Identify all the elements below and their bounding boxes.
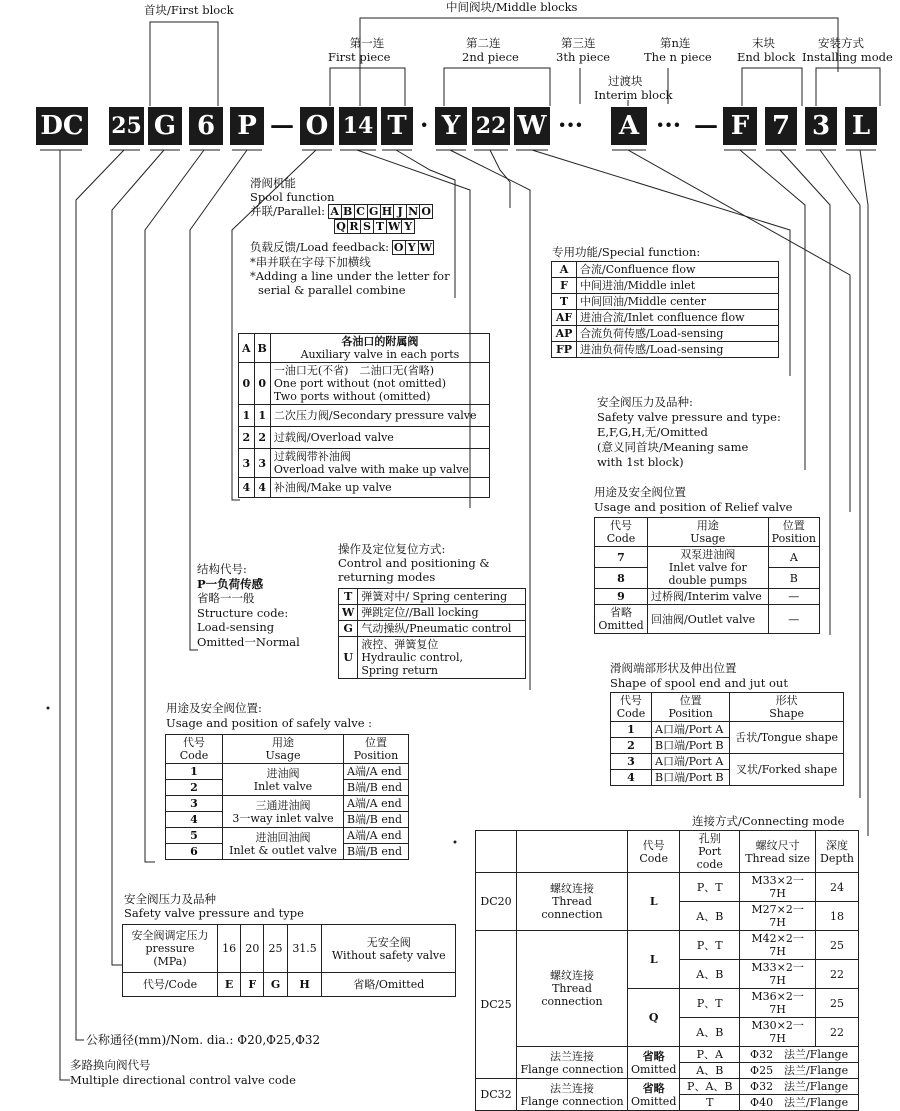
- us-pos: A端/A end: [344, 828, 409, 844]
- structure-l1: 结构代号:: [197, 562, 247, 576]
- us-code: 3: [166, 796, 223, 812]
- spool-letter: R: [347, 219, 361, 234]
- aux-text: 补油阀/Make up valve: [270, 478, 489, 498]
- end-safety-l1: 安全阀压力及品种:: [597, 395, 693, 409]
- relief-h-usage: 用途: [696, 519, 719, 532]
- spool-letter: J: [393, 204, 407, 219]
- conn-size: M42×2一7H: [740, 931, 816, 960]
- aux-text: 过载阀/Overload valve: [270, 427, 489, 449]
- shape-h-shape: 形状: [775, 694, 798, 707]
- us-h-code-en: Code: [179, 749, 209, 762]
- safety-pressure-table: [122, 924, 456, 997]
- us-code: 6: [166, 844, 223, 860]
- usage-safety-table: [165, 734, 409, 860]
- load-feedback-label: 负载反馈/Load feedback:: [250, 240, 390, 254]
- relief-h-pos: 位置: [782, 519, 805, 532]
- aux-b: 4: [254, 478, 270, 498]
- spool-function-block: [250, 176, 450, 297]
- install-mode-cn: 安装方式: [818, 36, 864, 50]
- conn-flange-en: Flange connection: [520, 1062, 624, 1076]
- conn-depth: 25: [816, 931, 859, 960]
- conn-port: P、T: [680, 873, 740, 902]
- special-text: 中间回油/Middle center: [577, 294, 779, 310]
- third-piece-cn: 第三连: [561, 36, 596, 50]
- conn-port: A、B: [680, 960, 740, 989]
- code-dash-2: —: [694, 110, 718, 139]
- multiple-code-cn: 多路换向阀代号: [70, 1058, 151, 1072]
- relief-h-pos-en: Position: [771, 532, 816, 545]
- spool-shape-title-en: Shape of spool end and jut out: [610, 676, 788, 690]
- conn-depth: 22: [816, 960, 859, 989]
- conn-port: P、T: [680, 989, 740, 1018]
- spool-letter: Y: [401, 219, 415, 234]
- us-h-pos-en: Position: [353, 749, 399, 762]
- first-piece-cn: 第一连: [349, 36, 385, 50]
- spool-note-2: *Adding a line under the letter for: [250, 269, 450, 283]
- shape-code: 1: [611, 722, 652, 738]
- code-ellipsis-1: ···: [558, 110, 584, 139]
- interim-block-cn: 过渡块: [608, 74, 643, 88]
- aux-a: 3: [239, 449, 255, 478]
- conn-omit-en: Omitted: [631, 1062, 677, 1076]
- relief-title-cn: 用途及安全阀位置: [594, 485, 686, 499]
- end-safety-l2: Safety valve pressure and type:: [597, 410, 781, 424]
- structure-l6: Omitted一Normal: [197, 634, 300, 649]
- relief-code: 省略: [610, 606, 632, 619]
- spool-letter: Q: [334, 219, 348, 234]
- relief-usage: 回油阀/Outlet valve: [648, 605, 769, 634]
- conn-size: M33×2一7H: [740, 873, 816, 902]
- conn-h-code: 代号: [642, 838, 665, 852]
- spool-title-cn: 滑阀机能: [250, 176, 296, 190]
- aux-b: 1: [254, 405, 270, 427]
- middle-blocks-label: 中间阀块/Middle blocks: [446, 0, 578, 14]
- special-title: 专用功能/Special function:: [552, 245, 701, 259]
- end-safety-l5: with 1st block): [597, 455, 684, 469]
- pressure-none: 无安全阀: [366, 935, 411, 949]
- connecting-title: 连接方式/Connecting mode: [692, 814, 845, 828]
- aux-text: One port without (not omitted): [273, 377, 447, 390]
- spool-letter: B: [341, 204, 355, 219]
- aux-a: 2: [239, 427, 255, 449]
- conn-code-l: L: [628, 873, 680, 931]
- control-title: [338, 542, 490, 584]
- us-usage: 进油阀: [266, 766, 300, 780]
- structure-l3: 省略一一般: [197, 591, 255, 605]
- structure-l4: Structure code:: [197, 605, 289, 620]
- pressure-value: 16: [218, 925, 241, 973]
- code-p: P: [230, 107, 264, 145]
- pressure-code: E: [218, 973, 241, 997]
- control-code: W: [339, 605, 358, 621]
- shape-pos: B口端/Port B: [652, 738, 730, 754]
- code-three: 3: [805, 107, 837, 145]
- load-letter: O: [392, 240, 406, 255]
- aux-title-en: Auxiliary valve in each ports: [300, 348, 460, 361]
- conn-code-l: L: [628, 931, 680, 989]
- aux-text: 一油口无(不省) 二油口无(省略): [273, 364, 435, 377]
- pressure-code: G: [264, 973, 287, 997]
- pressure-code: H: [287, 973, 322, 997]
- conn-port: A、B: [680, 1018, 740, 1047]
- aux-title-cn: 各油口的附属阀: [341, 335, 419, 348]
- control-code: T: [339, 589, 358, 605]
- special-text: 中间进油/Middle inlet: [577, 278, 779, 294]
- code-seven: 7: [765, 107, 797, 145]
- us-pos: A端/A end: [344, 796, 409, 812]
- us-h-code: 代号: [183, 736, 205, 749]
- conn-size: Φ40 法兰/Flange: [740, 1095, 859, 1111]
- conn-h-thread: 螺纹尺寸: [755, 838, 800, 852]
- usage-safety-title-en: Usage and position of safely valve :: [166, 716, 373, 730]
- code-22: 22: [472, 107, 510, 145]
- end-safety-l4: (意义同首块/Meaning same: [597, 440, 749, 454]
- pressure-code-label: 代号/Code: [123, 973, 218, 997]
- special-text: 进油负荷传感/Load-sensing: [577, 342, 779, 358]
- aux-text: 过载阀带补油阀: [273, 450, 351, 463]
- conn-h-port-en: Port code: [696, 845, 723, 871]
- conn-thread-en: Thread connection: [541, 982, 603, 1008]
- end-block-cn: 末块: [752, 36, 775, 50]
- us-h-usage: 用途: [272, 736, 294, 749]
- conn-h-code-en: Code: [639, 851, 668, 865]
- shape-h-code-en: Code: [616, 707, 646, 720]
- aux-col-a: A: [239, 334, 255, 363]
- shape-pos: A口端/Port A: [652, 722, 730, 738]
- spool-letter: H: [381, 205, 393, 218]
- load-letter: Y: [405, 240, 419, 255]
- load-feedback-row: [250, 240, 450, 255]
- first-block-label: 首块/First block: [144, 3, 234, 17]
- code-14: 14: [339, 107, 377, 145]
- special-text: 合流/Confluence flow: [577, 262, 779, 278]
- aux-a: 0: [239, 363, 255, 405]
- conn-dc20: DC20: [476, 873, 517, 931]
- spool-note-3: serial & parallel combine: [258, 283, 406, 297]
- spool-note-1: *串并联在字母下加横线: [250, 255, 371, 269]
- pressure-title-cn: 安全阀压力及品种: [124, 892, 216, 906]
- control-code: G: [339, 621, 358, 637]
- code-ellipsis-2: ···: [656, 110, 682, 139]
- conn-dc32: DC32: [476, 1079, 517, 1111]
- connecting-mode-table: [475, 830, 859, 1111]
- spool-letter: W: [388, 220, 401, 233]
- conn-flange-en: Flange connection: [520, 1094, 624, 1108]
- aux-col-b: B: [254, 334, 270, 363]
- conn-flange: 法兰连接: [550, 1081, 594, 1095]
- us-usage-en: 3一way inlet valve: [232, 811, 334, 825]
- conn-size: M30×2一7H: [740, 1018, 816, 1047]
- relief-h-code: 代号: [610, 519, 632, 532]
- pressure-h1: 安全阀调定压力: [131, 929, 209, 942]
- relief-code: 9: [595, 589, 648, 605]
- aux-b: 3: [254, 449, 270, 478]
- conn-size: Φ32 法兰/Flange: [740, 1047, 859, 1063]
- relief-code: 8: [595, 568, 648, 589]
- conn-size: M36×2一7H: [740, 989, 816, 1018]
- relief-usage: double pumps: [668, 574, 748, 587]
- second-piece-en: 2nd piece: [462, 50, 519, 64]
- relief-pos: —: [768, 589, 819, 605]
- relief-h-usage-en: Usage: [690, 532, 726, 545]
- code-dash-1: —: [270, 110, 294, 139]
- install-mode-en: Installing mode: [802, 50, 893, 64]
- us-code: 5: [166, 828, 223, 844]
- multiple-code-en: Multiple directional control valve code: [70, 1073, 296, 1087]
- pressure-value: 20: [241, 925, 264, 973]
- us-h-usage-en: Usage: [265, 749, 301, 762]
- special-code: FP: [552, 342, 577, 358]
- conn-omit: 省略: [642, 1081, 665, 1095]
- special-text: 合流负荷传感/Load-sensing: [577, 326, 779, 342]
- control-t1: 操作及定位复位方式:: [338, 542, 446, 556]
- end-safety-text: [597, 395, 781, 470]
- aux-text: Two ports without (omitted): [273, 390, 431, 403]
- structure-l5: Load-sensing: [197, 620, 275, 634]
- code-f: F: [723, 107, 757, 145]
- spool-letter: A: [328, 204, 342, 219]
- shape-h-code: 代号: [620, 694, 642, 707]
- spool-letter: N: [408, 205, 419, 218]
- control-text: 弹簧对中/ Spring centering: [358, 589, 526, 605]
- us-pos: B端/B end: [344, 780, 409, 796]
- structure-code-text: [197, 562, 300, 649]
- nominal-diameter: 公称通径(mm)/Nom. dia.: Φ20,Φ25,Φ32: [86, 1033, 321, 1047]
- special-code: AF: [552, 310, 577, 326]
- pressure-value: 25: [264, 925, 287, 973]
- code-six: 6: [189, 107, 223, 145]
- conn-omit: 省略: [642, 1049, 665, 1063]
- pressure-value: 31.5: [287, 925, 322, 973]
- shape-h-pos-en: Position: [668, 707, 713, 720]
- spool-letter: T: [373, 219, 387, 234]
- relief-code-en: Omitted: [598, 619, 644, 632]
- relief-code: 7: [595, 547, 648, 568]
- code-g: G: [148, 107, 182, 145]
- us-usage-en: Inlet valve: [253, 779, 313, 793]
- pressure-title-en: Safety valve pressure and type: [124, 906, 304, 920]
- relief-pos: B: [768, 568, 819, 589]
- us-usage: 三通进油阀: [255, 798, 311, 812]
- code-t: T: [381, 107, 413, 145]
- conn-depth: 24: [816, 873, 859, 902]
- shape-code: 4: [611, 770, 652, 786]
- spool-shape-table: [610, 692, 844, 786]
- shape-h-shape-en: Shape: [769, 707, 804, 720]
- structure-l2: P一负荷传感: [197, 576, 264, 591]
- conn-omit-en: Omitted: [631, 1094, 677, 1108]
- spool-title-en: Spool function: [250, 190, 335, 204]
- us-usage: 进油回油阀: [255, 830, 311, 844]
- code-dot: ·: [420, 110, 429, 139]
- shape-forked: 叉状/Forked shape: [730, 754, 844, 786]
- auxiliary-valve-table: [238, 333, 490, 498]
- relief-h-code-en: Code: [606, 532, 636, 545]
- relief-pos: A: [768, 547, 819, 568]
- conn-size: Φ25 法兰/Flange: [740, 1063, 859, 1079]
- end-block-en: End block: [737, 50, 796, 64]
- relief-usage: 双泵进油阀: [680, 548, 736, 561]
- code-y: Y: [435, 107, 467, 145]
- aux-text: Overload valve with make up valve: [273, 463, 469, 476]
- conn-h-thread-en: Thread size: [745, 851, 810, 865]
- control-t3: returning modes: [338, 570, 436, 584]
- spool-letter: G: [367, 204, 381, 219]
- code-diameter: 25: [109, 107, 144, 145]
- third-piece-en: 3th piece: [556, 50, 611, 64]
- us-h-pos: 位置: [365, 736, 387, 749]
- conn-size: Φ32 法兰/Flange: [740, 1079, 859, 1095]
- n-piece-en: The n piece: [644, 50, 712, 64]
- load-letter: W: [419, 241, 433, 254]
- conn-port: P、T: [680, 931, 740, 960]
- conn-dc25: DC25: [476, 931, 517, 1079]
- conn-depth: 25: [816, 989, 859, 1018]
- us-code: 2: [166, 780, 223, 796]
- spool-parallel-label: 并联/Parallel:: [250, 204, 326, 218]
- conn-port: P、A、B: [680, 1079, 740, 1095]
- pressure-none-en: Without safety valve: [331, 948, 446, 962]
- us-usage-en: Inlet & outlet valve: [229, 843, 337, 857]
- conn-thread: 螺纹连接: [550, 969, 594, 982]
- special-code: T: [552, 294, 577, 310]
- us-code: 4: [166, 812, 223, 828]
- first-piece-en: First piece: [328, 50, 391, 64]
- us-pos: B端/B end: [344, 844, 409, 860]
- us-code: 1: [166, 764, 223, 780]
- relief-pos: —: [768, 605, 819, 634]
- shape-pos: B口端/Port B: [652, 770, 730, 786]
- conn-thread-en: Thread connection: [541, 895, 603, 921]
- shape-pos: A口端/Port A: [652, 754, 730, 770]
- spool-parallel-row-2: [250, 219, 450, 234]
- pressure-h2: pressure: [145, 942, 195, 955]
- shape-tongue: 舌状/Tongue shape: [730, 722, 844, 754]
- n-piece-cn: 第n连: [660, 36, 691, 50]
- conn-thread: 螺纹连接: [550, 882, 594, 895]
- control-mode-table: [338, 588, 526, 679]
- code-l: L: [845, 107, 877, 145]
- relief-usage: Inlet valve for: [668, 561, 747, 574]
- pressure-h3: (MPa): [153, 955, 187, 968]
- control-t2: Control and positioning &: [338, 556, 490, 570]
- aux-a: 4: [239, 478, 255, 498]
- special-code: AP: [552, 326, 577, 342]
- spool-letter: O: [419, 204, 433, 219]
- control-text: Spring return: [361, 664, 438, 677]
- spool-letter: S: [360, 219, 374, 234]
- relief-usage: 过桥阀/Interim valve: [648, 589, 769, 605]
- conn-size: M33×2一7H: [740, 960, 816, 989]
- conn-size: M27×2一7H: [740, 902, 816, 931]
- aux-text: 二次压力阀/Secondary pressure valve: [270, 405, 489, 427]
- pressure-code: F: [241, 973, 264, 997]
- spool-letter: C: [354, 204, 368, 219]
- conn-code-q: Q: [628, 989, 680, 1047]
- control-text: 弹跳定位//Ball locking: [358, 605, 526, 621]
- conn-h-port: 孔别: [698, 832, 721, 845]
- usage-safety-title-cn: 用途及安全阀位置:: [166, 701, 262, 715]
- conn-port: T: [680, 1095, 740, 1111]
- code-w: W: [514, 107, 550, 145]
- special-code: A: [552, 262, 577, 278]
- control-text: Hydraulic control,: [361, 651, 463, 664]
- us-pos: A端/A end: [344, 764, 409, 780]
- code-a: A: [611, 107, 647, 145]
- aux-b: 0: [254, 363, 270, 405]
- second-piece-cn: 第二连: [466, 36, 501, 50]
- shape-h-pos: 位置: [679, 694, 702, 707]
- spool-shape-title-cn: 滑阀端部形状及伸出位置: [610, 661, 737, 675]
- shape-code: 3: [611, 754, 652, 770]
- control-text: 液控、弹簧复位: [361, 638, 439, 651]
- control-text: 气动操纵/Pneumatic control: [358, 621, 526, 637]
- aux-b: 2: [254, 427, 270, 449]
- spool-parallel-row: [250, 204, 450, 219]
- conn-port: A、B: [680, 1063, 740, 1079]
- special-function-table: [551, 261, 779, 358]
- us-pos: B端/B end: [344, 812, 409, 828]
- control-code: U: [339, 637, 358, 679]
- interim-block-en: Interim block: [594, 88, 673, 102]
- special-text: 进油合流/Inlet confluence flow: [577, 310, 779, 326]
- relief-valve-table: [594, 517, 820, 634]
- conn-port: A、B: [680, 902, 740, 931]
- code-o: O: [300, 107, 334, 145]
- conn-port: P、A: [680, 1047, 740, 1063]
- relief-title-en: Usage and position of Relief valve: [594, 500, 793, 514]
- conn-h-depth-en: Depth: [820, 851, 854, 865]
- code-dc: DC: [36, 107, 88, 145]
- conn-h-depth: 深度: [826, 838, 848, 852]
- aux-a: 1: [239, 405, 255, 427]
- shape-code: 2: [611, 738, 652, 754]
- conn-depth: 18: [816, 902, 859, 931]
- conn-depth: 22: [816, 1018, 859, 1047]
- pressure-omit: 省略/Omitted: [322, 973, 456, 997]
- conn-flange: 法兰连接: [550, 1049, 594, 1063]
- special-code: F: [552, 278, 577, 294]
- end-safety-l3: E,F,G,H,无/Omitted: [597, 425, 708, 439]
